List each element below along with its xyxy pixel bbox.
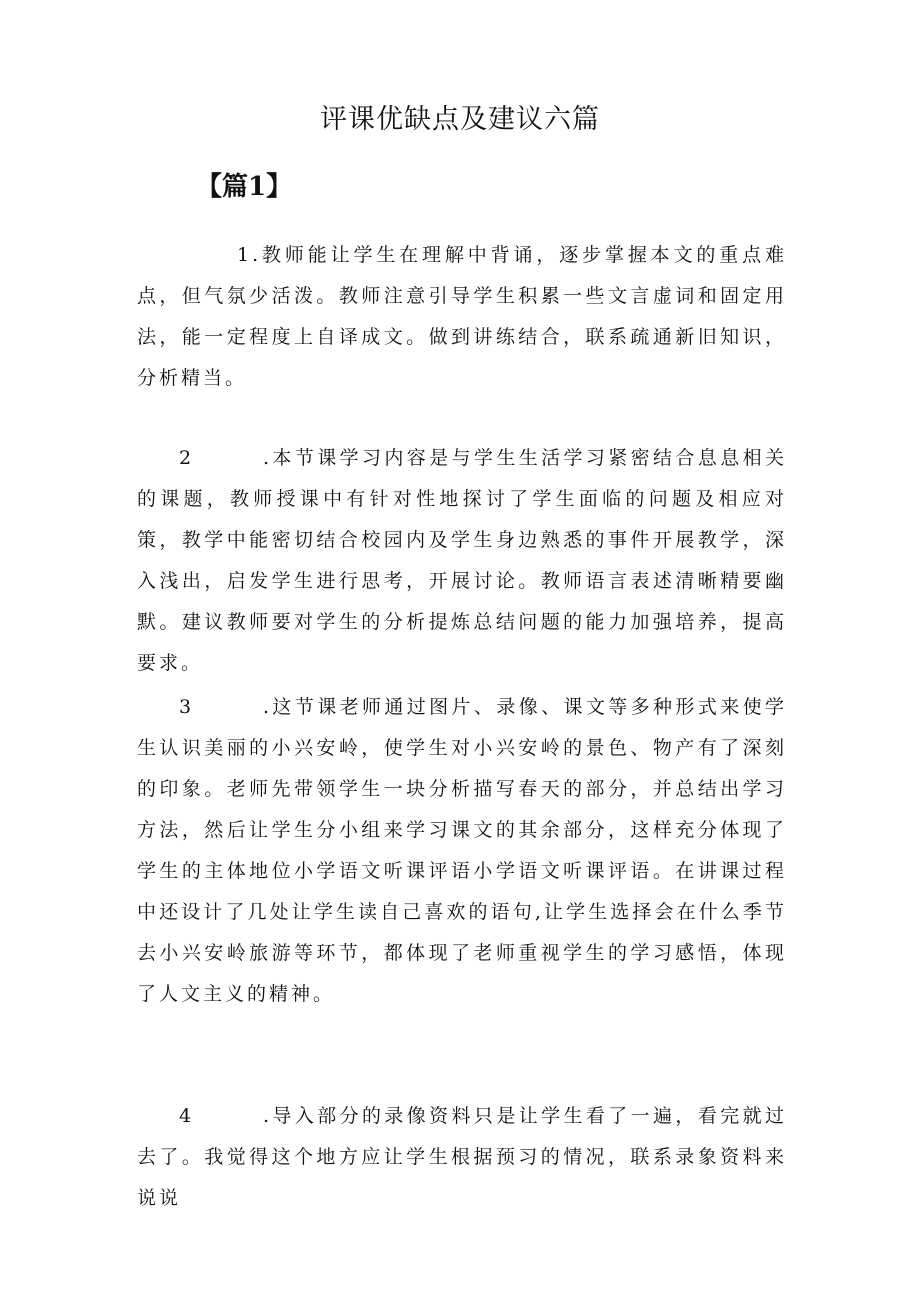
paragraph-1 xyxy=(137,235,787,399)
document-title: 评课优缺点及建议六篇 xyxy=(320,104,600,135)
paragraph-number: 1 xyxy=(237,244,253,266)
paragraph-text: .本节课学习内容是与学生生活学习紧密结合息息相关的课题，教师授课中有针对性地探讨了学生面临的问题及相应对策，教学中能密切结合校园内及学生身边熟悉的事件开展教学，深入浅出，启发学生进行思考，开展讨论。教师语言表述清晰精要幽默。建议教师要对学生的分析提炼总结问题的能力加强培养，提高要求。 xyxy=(137,447,787,674)
paragraph-number: 3 xyxy=(179,696,195,718)
paragraph-number: 4 xyxy=(179,1105,195,1127)
paragraph-text: .教师能让学生在理解中背诵，逐步掌握本文的重点难点，但气氛少活泼。教师注意引导学生积累一些文言虚词和固定用法，能一定程度上自译成文。做到讲练结合，联系疏通新旧知识，分析精当。 xyxy=(137,244,787,389)
paragraph-2 xyxy=(137,438,787,684)
section-heading: 【篇1】 xyxy=(196,172,293,202)
paragraph-text: .这节课老师通过图片、录像、课文等多种形式来使学生认识美丽的小兴安岭，使学生对小兴安岭的景色、物产有了深刻的印象。老师先带领学生一块分析描写春天的部分，并总结出学习方法，然后让学生分小组来学习课文的其余部分，这样充分体现了学生的主体地位小学语文听课评语小学语文听课评语。在讲课过程中还设计了几处让学生读自己喜欢的语句,让学生选择会在什么季节去小兴安岭旅游等环节，都体现了老师重视学生的学习感悟，体现了人文主义的精神。 xyxy=(137,696,787,1005)
paragraph-text: .导入部分的录像资料只是让学生看了一遍，看完就过去了。我觉得这个地方应让学生根据预习的情况，联系录象资料来说说 xyxy=(137,1105,787,1209)
paragraph-4 xyxy=(137,1096,787,1219)
paragraph-number: 2 xyxy=(179,447,195,469)
paragraph-3 xyxy=(137,687,787,1015)
